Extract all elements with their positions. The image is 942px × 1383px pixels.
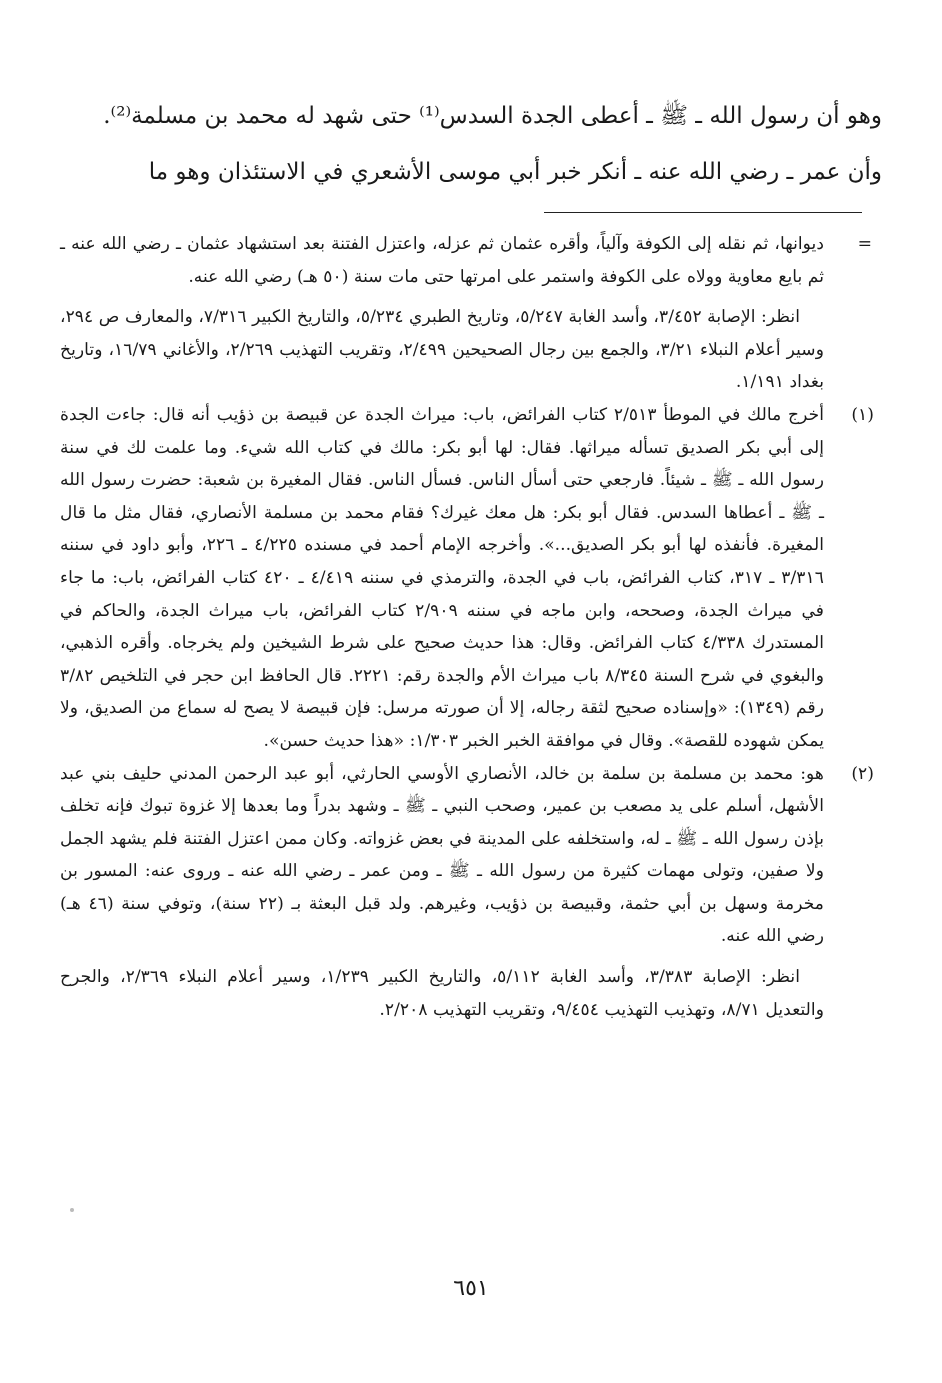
footnote-paragraph: أخرج مالك في الموطأ ٢/٥١٣ كتاب الفرائض، باب: ميراث الجدة عن قبيصة بن ذؤيب أنه قال: جاءت الجدة إلى أبي بكر الصديق تسأله ميراثها. فقال: لها أبو بكر: مالك في كتاب الله شيء. وما علمت لك في سنة رسول الله ـ ﷺ ـ شيئاً. فارجعي حتى أسأل الناس. فسأل الناس. فقال المغيرة بن شعبة: حضرت رسول الله ـ ﷺ ـ أعطاها السدس. فقال أبو بكر: هل معك غيرك؟ فقام محمد بن مسلمة الأنصاري، فقال مثل ما قال المغيرة. فأنفذه لها أبو بكر الصديق...». وأخرجه الإمام أحمد في مسنده ٤/٢٢٥ ـ ٢٢٦، وأبو داود في سننه ٣/٣١٦ ـ ٣١٧، كتاب الفرائض، باب في الجدة، والترمذي في سننه ٤/٤١٩ ـ ٤٢٠ كتاب الفرائض، باب: ما جاء في ميراث الجدة، وصححه، وابن ماجه في سننه ٢/٩٠٩ كتاب الفرائض، باب ميراث الجدة، والحاكم في المستدرك ٤/٣٣٨ كتاب الفرائض. وقال: هذا حديث صحيح على شرط الشيخين ولم يخرجاه. وأقره الذهبي، والبغوي في شرح السنة ٨/٣٤٥ باب ميراث الأم والجدة رقم: ٢٢٢١. قال الحافظ ابن حجر في التلخيص ٣/٨٢ رقم (١٣٤٩): «وإسناده صحيح لثقة رجاله، إلا أن صورته مرسل: فإن قبيصة لا يصح له سماع من الصديق، ولا يمكن شهوده للقصة». وقال في موافقة الخبر الخبر ١/٣٠٣: «هذا حديث حسن». [60,404,825,751]
footnotes [60,228,874,1026]
page-number: ٦٥١ [453,1276,489,1301]
footnote-references: انظر: الإصابة ٣/٣٨٣، وأسد الغابة ٥/١١٢، والتاريخ الكبير ١/٢٣٩، وسير أعلام النبلاء ٢/٣٦٩، والجرح والتعديل ٨/٧١، وتهذيب التهذيب ٩/٤٥٤، وتقريب التهذيب ٢/٢٠٨. [60,967,824,1020]
footnote-1 [60,399,874,758]
footnote-paragraph: هو: محمد بن مسلمة بن سلمة بن خالد، الأنصاري الأوسي الحارثي، أبو عبد الرحمن المدني حليف بني عبد الأشهل، أسلم على يد مصعب بن عمير، وصحب النبي ـ ﷺ ـ وشهد بدراً وما بعدها إلا غزوة تبوك فإنه تخلف بإذن رسول الله ـ ﷺ ـ له، واستخلفه على المدينة في بعض غزواته. وكان ممن اعتزل الفتنة فلم يشهد الجمل ولا صفين، وتولى مهمات كثيرة من رسول الله ـ ﷺ ـ ومن عمر ـ رضي الله عنه ـ وروى عنه: المسور بن مخرمة وسهل بن أبي حثمة، وقبيصة بن ذؤيب، وغيرهم. ولد قبل البعثة بـ (٢٢ سنة)، وتوفي سنة (٤٦ هـ) رضي الله عنه. [60,763,824,947]
footnote-marker: (٢) [851,763,874,784]
footnote-separator [544,212,862,213]
main-text-line-2: وأن عمر ـ رضي الله عنه ـ أنكر خبر أبي موسى الأشعري في الاستئذان وهو ما [148,159,882,185]
main-text-line-1: وهو أن رسول الله ـ ﷺ ـ أعطى الجدة السدس⁽¹⁾ حتى شهد له محمد بن مسلمة⁽²⁾. [103,103,882,129]
footnote-marker: (١) [851,404,874,425]
footnote-continuation [60,228,874,399]
scan-speck [70,1208,74,1212]
footnote-references: انظر: الإصابة ٣/٤٥٢، وأسد الغابة ٥/٢٤٧، وتاريخ الطبري ٥/٢٣٤، والتاريخ الكبير ٧/٣١٦، والمعارف ص ٢٩٤، وسير أعلام النبلاء ٣/٢١، والجمع بين رجال الصحيحين ٢/٤٩٩، وتقريب التهذيب ٢/٢٦٩، والأغاني ١٦/٧٩، وتاريخ بغداد ١/١٩١. [60,307,825,393]
footnote-marker: = [857,234,872,254]
main-text [60,88,882,200]
footnote-paragraph: ديوانها، ثم نقله إلى الكوفة وآلياً، وأقره عثمان ثم عزله، واعتزل الفتنة بعد استشهاد عثمان ـ رضي الله عنه ـ ثم بايع معاوية وولاه على الكوفة واستمر على امرتها حتى مات سنة (٥٠ هـ) رضي الله عنه. [60,234,824,287]
footnote-2 [60,758,874,1027]
